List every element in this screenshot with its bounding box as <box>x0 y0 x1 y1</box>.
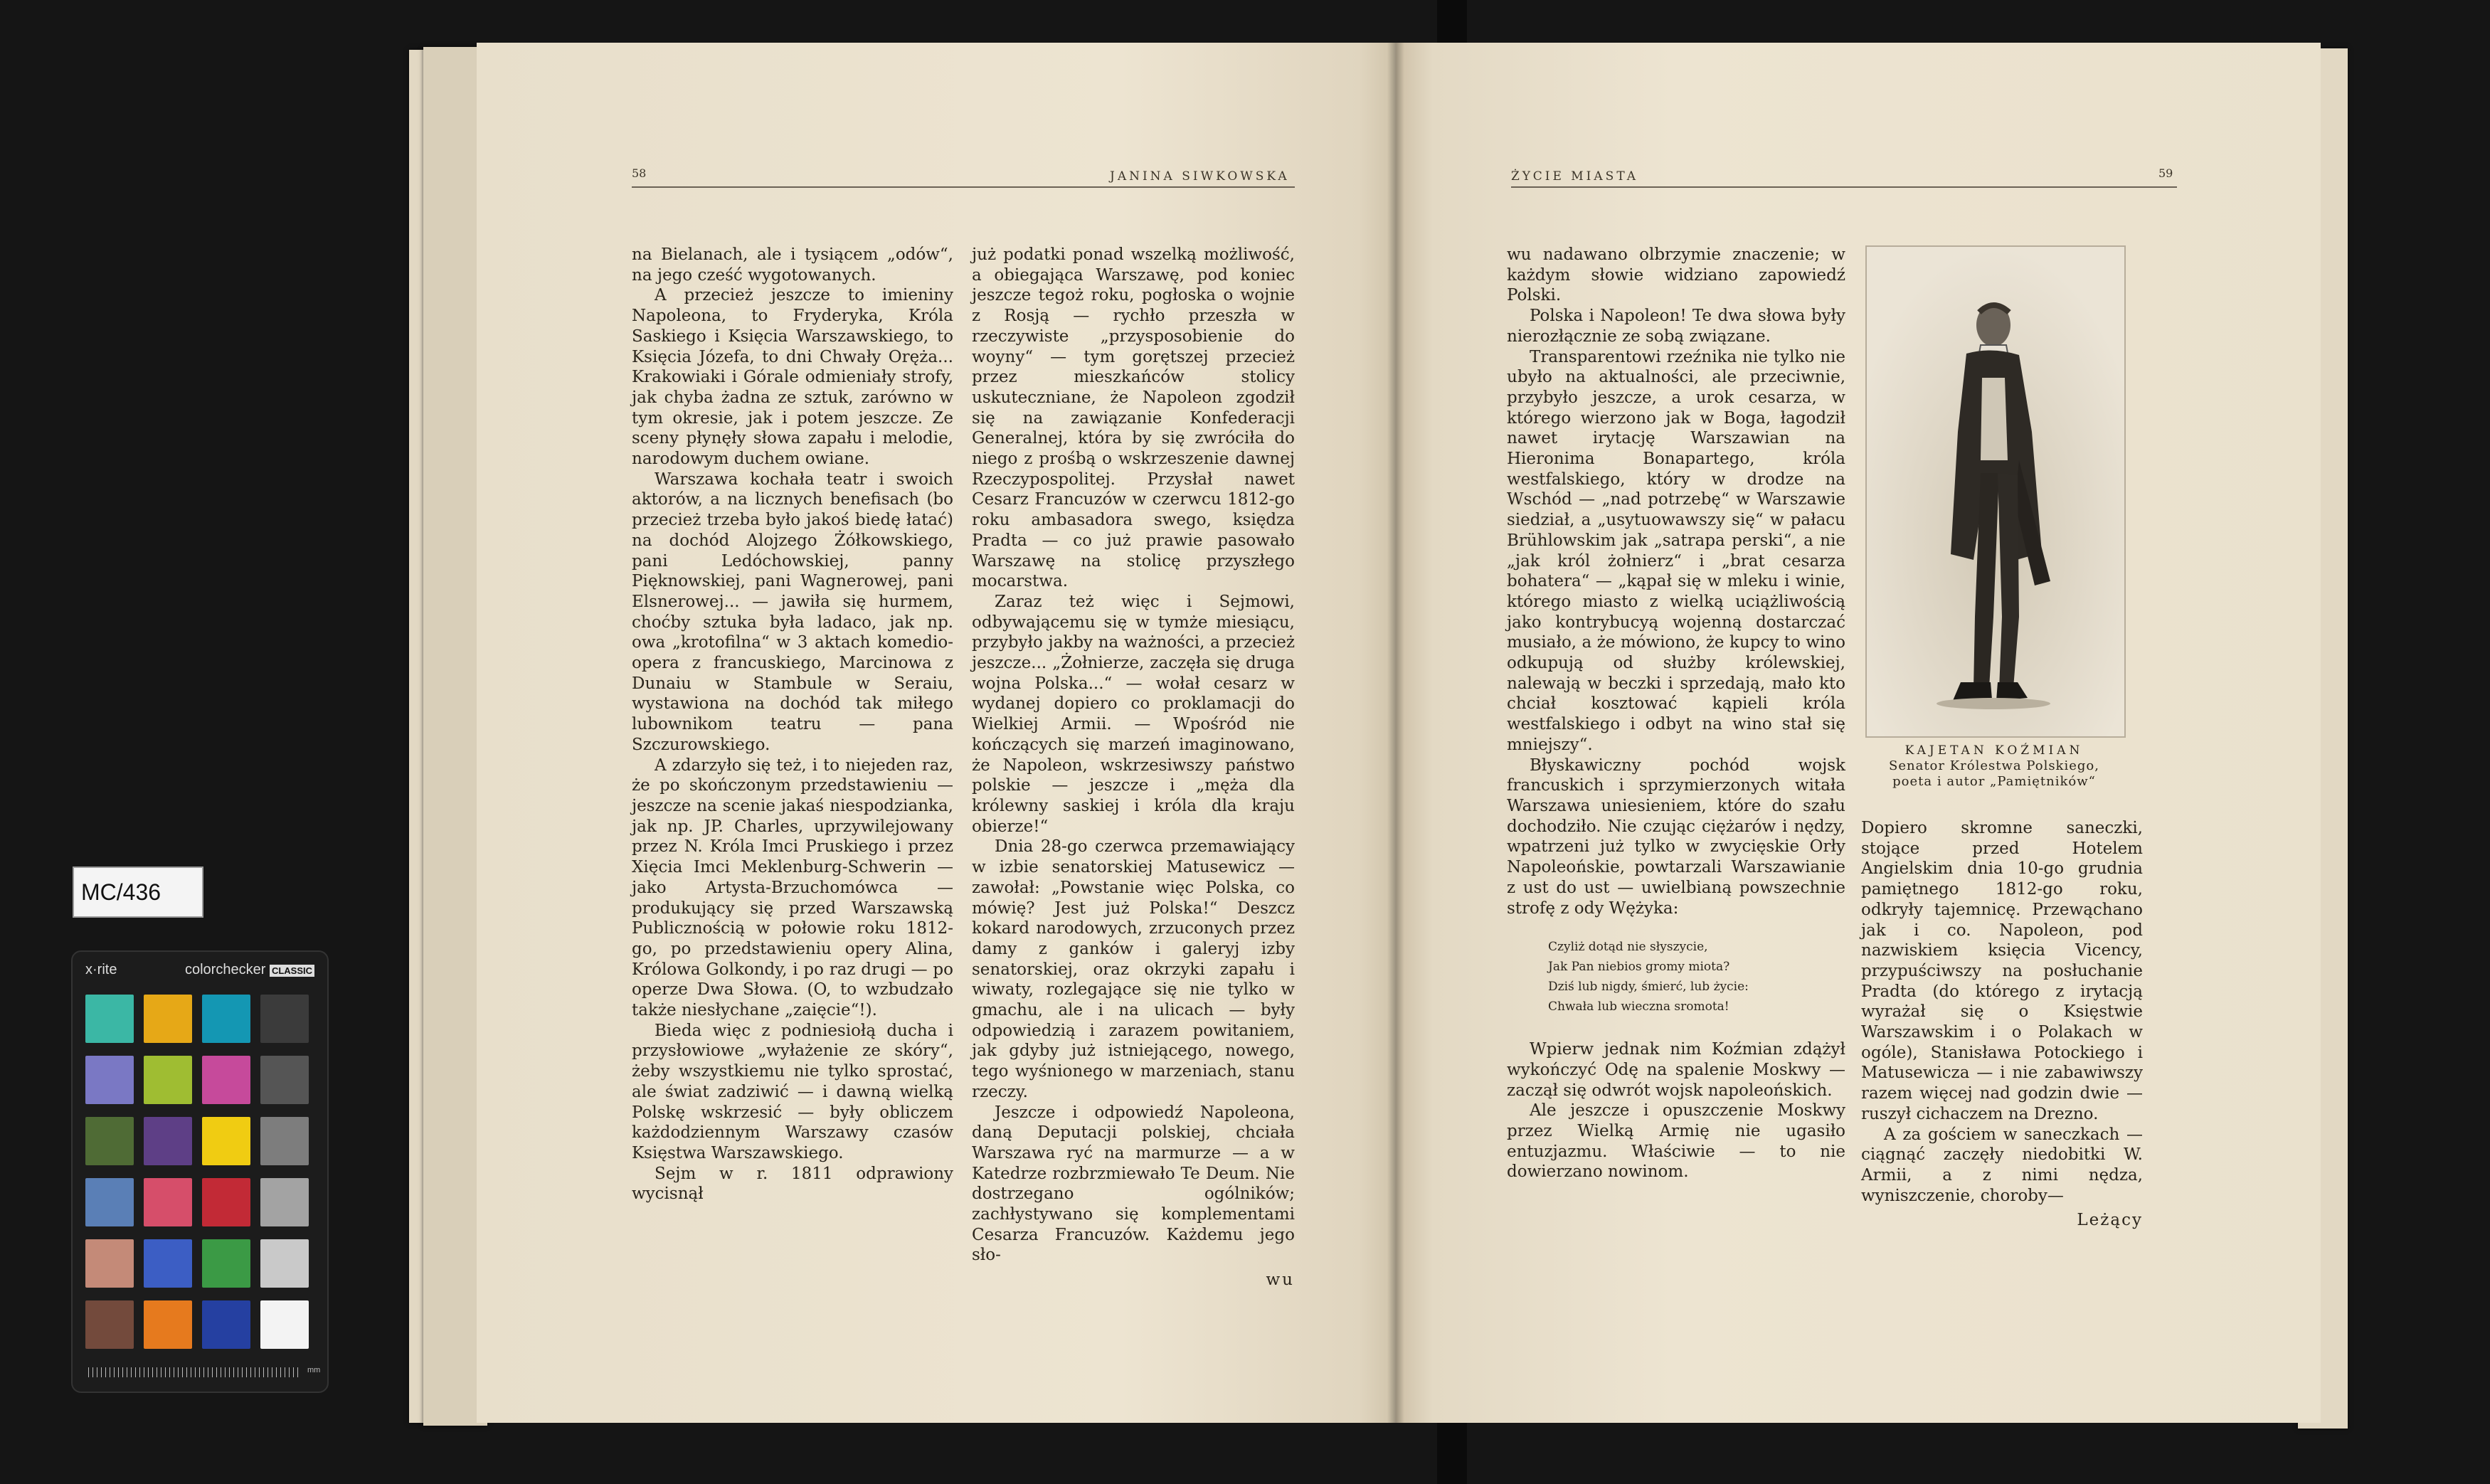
paragraph: Warszawa kochała teatr i swoich aktorów, a na licznych benefisach (bo przecież trzeba było jakoś biedę łatać) na dochód Alojzego Żółkowskiego, pani Ledóchowskiej, panny Pięknowskiej, pani Wagnerowej, pani Elsnerowej... — jawiła się hurmem, choćby sztuka była ladaco, jak np. owa „krotofilna“ w 3 aktach komedio-opera z francuskiego, Marcinowa z Dunaiu w Stambule w Seraiu, wystawiona na dochód tak miłego lubownikom teatru — pana Szczurowskiego. <box>632 470 953 754</box>
paragraph: A za gościem w saneczkach — ciągnąć zaczęły niedobitki W. Armii, a z nimi nędza, wyniszczenie, choroby— <box>1861 1125 2143 1205</box>
paragraph: Transparentowi rzeźnika nie tylko nie ubyło na aktualności, ale przeciwnie, przybyło jeszcze, a urok cesarza, w którego wierzono jak w Boga, łagodził nawet irytację Warszawian na Hieronima Bonapartego, króla westfalskiego, który w drodze na Wschód — „nad potrzebę“ w Warszawie siedział, a „usytuowawszy się“ w pałacu Brühlowskim jak „satrapa perski“, a nie „jak król żołnierz“ i „brat cesarza bohatera“ — „kąpał się w mleku i winie, którego miasto z wielką uciążliwością jako kontrybucyą wojenną dostarczać musiało, a że mówiono, że kupcy to wino odkupują od służby królewskiej, nalewają w beczki i sprzedają, mało kto chciał kosztować kąpieli króla westfalskiego i odbyt na wino stał się mniejszy“. <box>1507 347 1845 754</box>
color-swatch <box>260 995 309 1043</box>
right-running-head: ŻYCIE MIASTA <box>1511 169 1639 184</box>
paragraph: na Bielanach, ale i tysiącem „odów“, na jego cześć wygotowanych. <box>632 245 953 285</box>
paragraph: Ale jeszcze i opuszczenie Moskwy przez Wielką Armię nie ugasiło entuzjazmu. Właściwie — to nie dowierzano nowinom. <box>1507 1101 1845 1182</box>
left-column-1 <box>632 245 953 1204</box>
paragraph: Bieda więc z podniesiołą ducha i przysłowiowe „wyłażenie ze skóry“, żeby wszystkiemu nie tylko sprostać, ale świat zadziwić — i dawną wielką Polskę wskrzesić — były obliczem każdodziennym Warszawy czasów Księstwa Warszawskiego. <box>632 1021 953 1162</box>
caption-line: poeta i autor „Pamiętników“ <box>1892 774 2096 789</box>
paragraph: już podatki ponad wszelką możliwość, a obiegająca Warszawę, pod koniec jeszcze tegoż roku, pogłoska o wojnie z Rosją — rychło przeszła w rzeczywiste „przysposobienie do woyny“ — tym gorętszej przecież przez mieszkańców stolicy uskuteczniane, że Napoleon zgodził się na zawiązanie Konfederacji Generalnej, która by się zwróciła do niego z prośbą o wskrzeszenie dawnej Rzeczypospolitej. Przysłał nawet Cesarz Francuzów w czerwcu 1812-go roku ambasadora swego, księdza Pradta — co już prawie pasowało Warszawę na stolicę przyszłego mocarstwa. <box>972 245 1295 591</box>
right-column-1 <box>1507 245 1845 1182</box>
color-swatch <box>144 1239 192 1288</box>
color-checker-card <box>71 950 329 1393</box>
left-running-head: JANINA SIWKOWSKA <box>1110 169 1290 184</box>
color-swatch <box>260 1117 309 1165</box>
color-swatch <box>202 1117 250 1165</box>
color-swatch <box>144 1056 192 1104</box>
color-swatch <box>260 1178 309 1226</box>
color-swatch <box>144 1178 192 1226</box>
book-gutter <box>1387 43 1404 1423</box>
color-swatch <box>260 1300 309 1349</box>
archive-label: MC/436 <box>73 866 203 918</box>
paragraph: A przecież jeszcze to imieniny Napoleona, to Fryderyka, Króla Saskiego i Księcia Warszawskiego, to Księcia Józefa, to dni Chwały Oręża... Krakowiaki i Górale odmieniały strofy, jak chyba żadna ze sztuk, zarówno w tym okresie, jak i potem jeszcze. Ze sceny płynęły słowa zapału i melodie, narodowym duchem owiane. <box>632 286 953 469</box>
color-swatch <box>144 1117 192 1165</box>
color-swatch <box>85 995 134 1043</box>
left-header-rule <box>632 186 1295 188</box>
left-page-number: 58 <box>632 166 647 180</box>
paragraph: Wpierw jednak nim Koźmian zdążył wykończyć Odę na spalenie Moskwy — zaczął się odwrót wojsk napoleońskich. <box>1507 1040 1845 1100</box>
paragraph: Zaraz też więc i Sejmowi, odbywającemu się w tymże miesiącu, przybyło jakby na ważności, a przecież jeszcze... „Żołnierze, zaczęła się druga wojna Polska...“ — wołał cesarz w wydanej dopiero co proklamacji do Wielkiej Armii. — Wpośród nie kończących się marzeń imaginowano, że Napoleon, wskrzesiwszy państwo polskie — jeszcze i „męża dla królewny saskiej i króla dla kraju obierze!“ <box>972 592 1295 836</box>
paragraph: wu nadawano olbrzymie znaczenie; w każdym słowie widziano zapowiedź Polski. <box>1507 245 1845 305</box>
color-swatch <box>202 1300 250 1349</box>
right-header-rule <box>1511 186 2177 188</box>
paragraph: Dopiero skromne saneczki, stojące przed Hotelem Angielskim dnia 10-go grudnia pamiętnego 1812-go roku, odkryły tajemnicę. Przewąchano jak i co. Napoleon, pod nazwiskiem księcia Vicency, przypuściwszy na posłuchanie Pradta (do którego z irytacją wyrażał się o Księstwie Warszawskim i o Polakach w ogóle), Stanisława Potockiego i Matusewicza — i nie zabawiwszy razem więcej nad godzin dwie — ruszył cichaczem na Drezno. <box>1861 819 2143 1123</box>
poem-line: Chwała lub wieczna sromota! <box>1548 1000 1729 1014</box>
color-swatch <box>85 1300 134 1349</box>
color-swatch <box>260 1056 309 1104</box>
brand-logo: x·rite <box>85 962 117 977</box>
color-swatch <box>202 995 250 1043</box>
color-swatch <box>85 1239 134 1288</box>
paragraph: Dnia 28-go czerwca przemawiający w izbie senatorskiej Matusewicz — zawołał: „Powstanie więc Polska, co mówię? Jest już Polska!“ Deszcz kokard narodowych, zrzuconych przez damy z ganków i galeryj izby senatorskiej, oraz okrzyki zapału i wiwaty, rozlegające się nie tylko w gmachu, ale i na ulicach — były odpowiedzią i zarazem powitaniem, jak gdyby już istniejącego, nowego, tego wyśnionego w marzeniach, stanu rzeczy. <box>972 837 1295 1101</box>
color-swatch <box>144 995 192 1043</box>
color-swatch <box>85 1178 134 1226</box>
model-text: colorchecker <box>184 962 266 977</box>
paragraph: Jeszcze i odpowiedź Napoleona, daną Deputacji polskiej, chciała Warszawa ryć na marmurze — a w Katedrze rozbrzmiewało Te Deum. Nie dostrzegano ogólników; zachłystywano się komplementami Cesarza Francuzów. Każdemu jego sło- <box>972 1103 1295 1265</box>
standing-man-figure-icon <box>1867 247 2124 736</box>
paragraph: A zdarzyło się też, i to niejeden raz, że po skończonym przedstawieniu — jeszcze na scenie jakaś niespodzianka, jak np. JP. Charles, uprzywilejowany przez N. Króla Imci Pruskiego i przez Xięcia Imci Meklenburg-Schwerin — jako Artysta-Brzuchomówca — produkujący się przed Warszawską Publicznością w połowie roku 1812-go, po przedstawieniu opery Alina, Królowa Golkondy, i po raz drugi — po operze Dwa Słowa. (O, to wzbudzało także niesłychane „zaięcie“!). <box>632 756 953 1020</box>
color-swatch <box>260 1239 309 1288</box>
caption-line: Senator Królestwa Polskiego, <box>1889 758 2099 773</box>
color-swatch <box>202 1178 250 1226</box>
catchword: Leżący <box>2077 1211 2143 1230</box>
model-name <box>185 962 314 978</box>
color-swatch <box>202 1239 250 1288</box>
poem-line: Czyliż dotąd nie słyszycie, <box>1548 940 1708 955</box>
poem-line: Jak Pan niebios gromy miota? <box>1548 960 1730 975</box>
color-swatch <box>202 1056 250 1104</box>
mm-ruler <box>88 1367 302 1377</box>
portrait-caption <box>1851 743 2137 790</box>
color-swatch <box>85 1056 134 1104</box>
portrait-illustration <box>1865 245 2126 738</box>
paragraph: Polska i Napoleon! Te dwa słowa były nierozłącznie ze sobą związane. <box>1507 307 1845 346</box>
paragraph: Błyskawiczny pochód wojsk francuskich i sprzymierzonych witała Warszawa uniesieniem, które do szału dochodziło. Nie czując ciężarów i nędzy, wpatrzeni już tylko w zwycięskie Orły Napoleońskie, powtarzali Warszawianie z ust do ust — uwielbianą powszechnie strofę z ody Wężyka: <box>1507 756 1845 918</box>
poem-stanza <box>1548 937 1845 1017</box>
left-column-2 <box>972 245 1295 1290</box>
color-swatch <box>85 1117 134 1165</box>
poem-line: Dziś lub nigdy, śmierć, lub życie: <box>1548 980 1749 995</box>
color-swatch <box>144 1300 192 1349</box>
color-checker-header <box>85 962 314 980</box>
right-column-2 <box>1861 818 2143 1231</box>
paragraph: Sejm w r. 1811 odprawiony wycisnął <box>632 1164 953 1204</box>
catchword: wu <box>1266 1271 1295 1290</box>
caption-name: KAJETAN KOŹMIAN <box>1904 743 2084 758</box>
right-page-number: 59 <box>2158 166 2173 180</box>
ruler-unit: mm <box>307 1366 321 1374</box>
edition-badge: CLASSIC <box>270 965 314 977</box>
